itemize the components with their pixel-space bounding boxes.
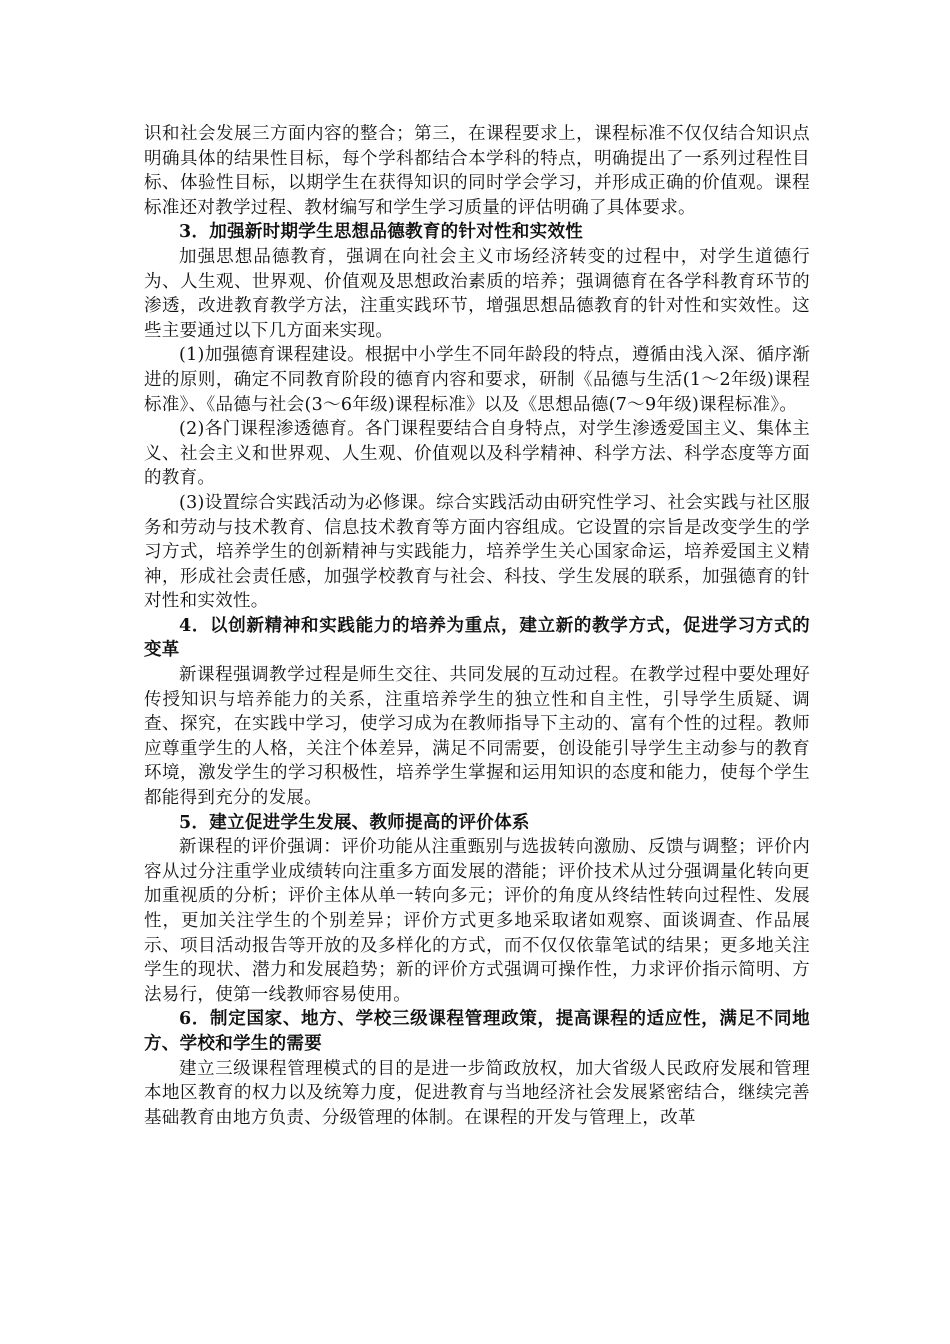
list-item-paragraph-3: (3)设置综合实践活动为必修课。综合实践活动由研究性学习、社会实践与社区服务和劳动与技术教育、信息技术教育等方面内容组成。它设置的宗旨是改变学生的学习方式，培养学生的创新精神与实践能力，培养学生关心国家命运，培养爱国主义精神，形成社会责任感，加强学校教育与社会、科技、学生发展的联系，加强德育的针对性和实效性。 xyxy=(144,492,810,612)
section-heading-4: 4．以创新精神和实践能力的培养为重点，建立新的教学方式，促进学习方式的变革 xyxy=(144,615,810,661)
continuation-paragraph: 识和社会发展三方面内容的整合；第三，在课程要求上，课程标准不仅仅结合知识点明确具体的结果性目标，每个学科都结合本学科的特点，明确提出了一系列过程性目标、体验性目标，以期学生在获得知识的同时学会学习，并形成正确的价值观。课程标准还对教学过程、教材编写和学生学习质量的评估明确了具体要求。 xyxy=(144,124,810,218)
body-paragraph: 新课程的评价强调：评价功能从注重甄别与选拔转向激励、反馈与调整；评价内容从过分注重学业成绩转向注重多方面发展的潜能；评价技术从过分强调量化转向更加重视质的分析；评价主体从单一转向多元；评价的角度从终结性转向过程性、发展性，更加关注学生的个别差异；评价方式更多地采取诸如观察、面谈调查、作品展示、项目活动报告等开放的及多样化的方式，而不仅仅依靠笔试的结果；更多地关注学生的现状、潜力和发展趋势；新的评价方式强调可操作性，力求评价指示简明、方法易行，使第一线教师容易使用。 xyxy=(144,837,810,1005)
list-item-paragraph-2: (2)各门课程渗透德育。各门课程要结合自身特点，对学生渗透爱国主义、集体主义、社会主义和世界观、人生观、价值观以及科学精神、科学方法、科学态度等方面的教育。 xyxy=(144,419,810,489)
section-heading-3: 3．加强新时期学生思想品德教育的针对性和实效性 xyxy=(179,222,584,243)
body-paragraph: 建立三级课程管理模式的目的是进一步简政放权，加大省级人民政府发展和管理本地区教育的权力以及统筹力度，促进教育与当地经济社会发展紧密结合，继续完善基础教育由地方负责、分级管理的体制。在课程的开发与管理上，改革 xyxy=(144,1058,810,1128)
section-heading-6: 6．制定国家、地方、学校三级课程管理政策，提高课程的适应性，满足不同地方、学校和学生的需要 xyxy=(144,1009,810,1054)
section-heading-5: 5．建立促进学生发展、教师提高的评价体系 xyxy=(179,812,530,833)
body-paragraph: 加强思想品德教育，强调在向社会主义市场经济转变的过程中，对学生道德行为、人生观、世界观、价值观及思想政治素质的培养；强调德育在各学科教育环节的渗透，改进教育教学方法，注重实践环节，增强思想品德教育的针对性和实效性。这些主要通过以下几方面来实现。 xyxy=(144,246,810,341)
list-item-paragraph-1: (1)加强德育课程建设。根据中小学生不同年龄段的特点，遵循由浅入深、循序渐进的原则，确定不同教育阶段的德育内容和要求，研制《品德与生活(1～2年级)课程标准》、《品德与社会(3～6年级)课程标准》以及《思想品德(7～9年级)课程标准》。 xyxy=(144,345,810,415)
body-paragraph: 新课程强调教学过程是师生交往、共同发展的互动过程。在教学过程中要处理好传授知识与培养能力的关系，注重培养学生的独立性和自主性，引导学生质疑、调查、探究，在实践中学习，使学习成为在教师指导下主动的、富有个性的过程。教师应尊重学生的人格，关注个体差异，满足不同需要，创设能引导学生主动参与的教育环境，激发学生的学习积极性，培养学生掌握和运用知识的态度和能力，使每个学生都能得到充分的发展。 xyxy=(144,665,810,809)
document-page xyxy=(144,122,810,1130)
